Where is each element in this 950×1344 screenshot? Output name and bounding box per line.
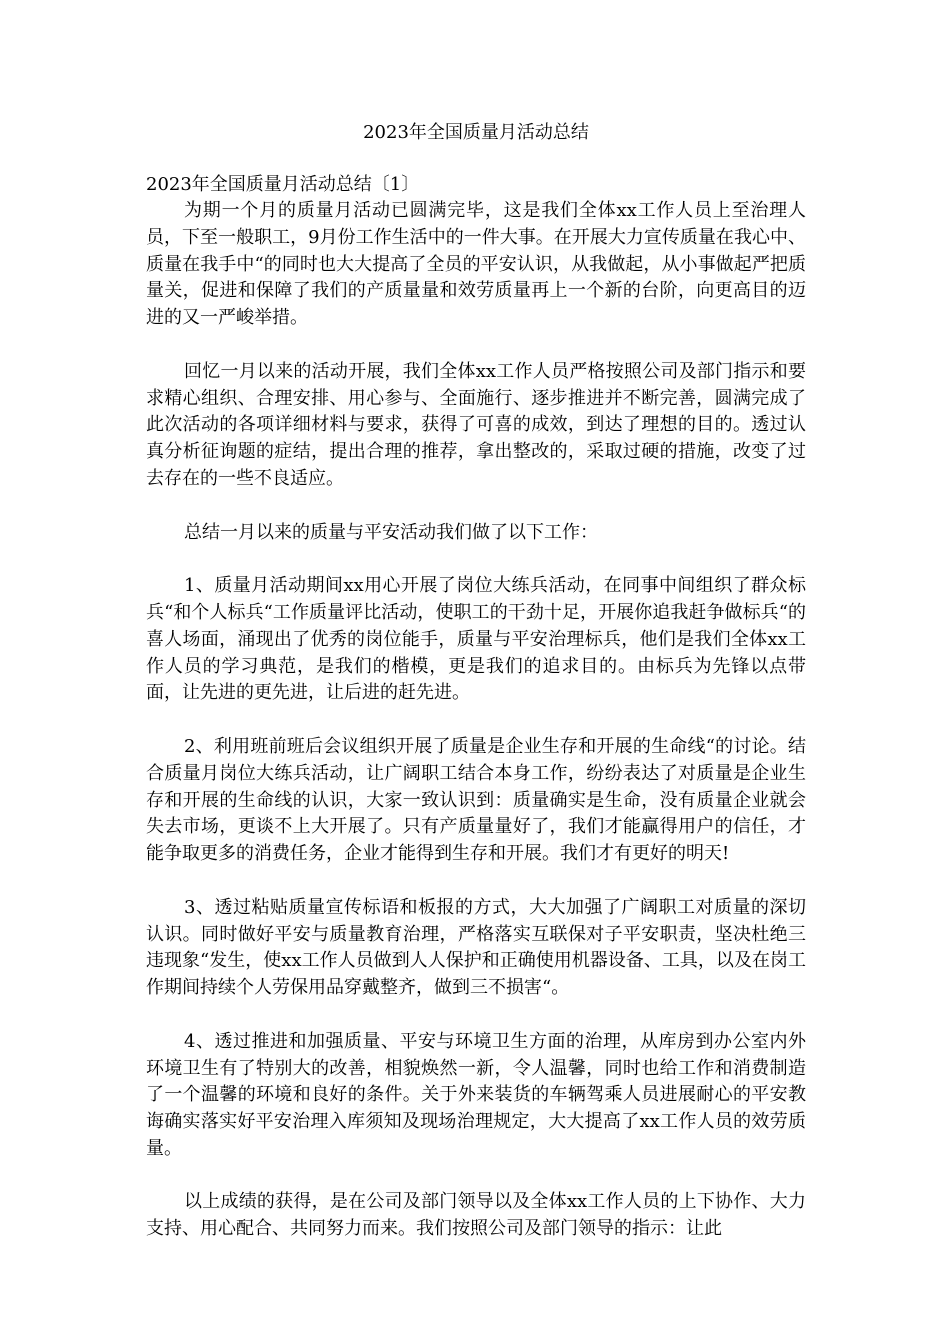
document-title: 2023年全国质量月活动总结 [363,122,589,143]
paragraph-summary-lead: 总结一月以来的质量与平安活动我们做了以下工作： [184,521,598,543]
paragraph-conclusion: 以上成绩的获得，是在公司及部门领导以及全体xx工作人员的上下协作、大力支持、用心配合、共同努力而来。我们按照公司及部门领导的指示：让此 [146,1191,806,1240]
paragraph-intro: 为期一个月的质量月活动已圆满完毕，这是我们全体xx工作人员上至治理人员，下至一般职工，9月份工作生活中的一件大事。在开展大力宣传质量在我心中、质量在我手中“的同时也大大提高了全员的平安认识，从我做起，从小事做起严把质量关，促进和保障了我们的产质量量和效劳质量再上一个新的台阶，向更高目的迈进的又一严峻举措。 [146,200,806,329]
paragraph-item-2: 2、利用班前班后会议组织开展了质量是企业生存和开展的生命线“的讨论。结合质量月岗位大练兵活动，让广阔职工结合本身工作，纷纷表达了对质量是企业生存和开展的生命线的认识，大家一致认识到：质量确实是生命，没有质量企业就会失去市场，更谈不上大开展了。只有产质量量好了，我们才能赢得用户的信任，才能争取更多的消费任务，企业才能得到生存和开展。我们才有更好的明天! [146,735,806,865]
paragraph-item-3: 3、透过粘贴质量宣传标语和板报的方式，大大加强了广阔职工对质量的深切认识。同时做好平安与质量教育治理，严格落实互联保对子平安职责，坚决杜绝三违现象“发生，使xx工作人员做到人人保护和正确使用机器设备、工具，以及在岗工作期间持续个人劳保用品穿戴整齐，做到三不损害“。 [146,896,806,999]
section-subtitle: 2023年全国质量月活动总结〔1〕 [146,174,420,195]
paragraph-review: 回忆一月以来的活动开展，我们全体xx工作人员严格按照公司及部门指示和要求精心组织、合理安排、用心参与、全面施行、逐步推进并不断完善，圆满完成了此次活动的各项详细材料与要求，获得了可喜的成效，到达了理想的目的。透过认真分析征询题的症结，提出合理的推荐，拿出整改的，采取过硬的措施，改变了过去存在的一些不良适应。 [146,360,806,489]
document-page [146,120,806,1270]
paragraph-item-4: 4、透过推进和加强质量、平安与环境卫生方面的治理，从库房到办公室内外环境卫生有了特别大的改善，相貌焕然一新，令人温馨，同时也给工作和消费制造了一个温馨的环境和良好的条件。关于外来装货的车辆驾乘人员进展耐心的平安教诲确实落实好平安治理入库须知及现场治理规定，大大提高了xx工作人员的效劳质量。 [146,1030,806,1159]
paragraph-item-1: 1、质量月活动期间xx用心开展了岗位大练兵活动，在同事中间组织了群众标兵“和个人标兵“工作质量评比活动，使职工的干劲十足，开展你追我赶争做标兵“的喜人场面，涌现出了优秀的岗位能手，质量与平安治理标兵，他们是我们全体xx工作人员的学习典范，是我们的楷模，更是我们的追求目的。由标兵为先锋以点带面，让先进的更先进，让后进的赶先进。 [146,575,806,704]
